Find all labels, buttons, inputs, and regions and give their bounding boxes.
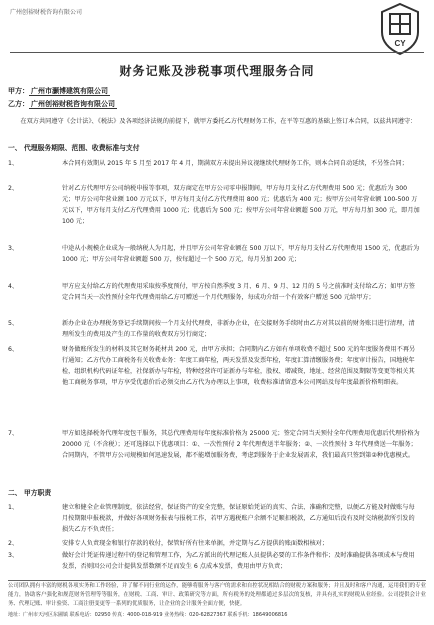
item-number: 4、 xyxy=(8,283,19,290)
company-logo-icon xyxy=(378,2,422,56)
item-number: 2、 xyxy=(8,185,19,192)
item-number: 1、 xyxy=(8,504,19,511)
item-number: 6、 xyxy=(8,346,19,353)
section-1-item xyxy=(8,158,420,169)
contract-intro: 在双方共同遵守《会计法》、《税法》及各项经济法规的前提下，就甲方委托乙方代理财务工作，在平等互惠的基础上签订本合同，以兹共同遵守： xyxy=(20,118,417,125)
section-2-title: 二、 甲方职责 xyxy=(8,489,52,497)
item-text: 中途从小规模企业成为一般纳税人为月起，并且甲方公司年营业额在 500 万以下，甲方每月支付乙方代理费用 1500 元，优惠后为 1000 元；甲方公司年营业额超 500 万，按每超过一个 500 万元，每月另加 200 元； xyxy=(62,245,420,263)
section-2-item xyxy=(8,502,420,535)
item-number: 1、 xyxy=(8,160,19,167)
item-text: 安排专人负责现金和银行存款的收付，保管好所有往来单据，并定期与乙方提供的账面数相核对； xyxy=(62,540,329,547)
item-text: 建立和健全企业管理制度，依法经营，保证资产的安全完整，保证原始凭证的真实、合法、准确和完整，以便乙方能及时做账与每月按期限申报税款，并做好各项财务报表与报税工作，若甲方遇税账户余额不足顺扣税款，乙方通知后没有及时交纳税款所引发的损失乙方不负责任； xyxy=(62,504,415,533)
footer-text: 公司团队拥有丰富的财税各项实务和工作经验，并了解不同行业的运作，能够将服务与客户的需求和自控状况相结合的财税方案和服务；并且及时和客户沟通，运用我们的专业能力，协助客户强化和规范财务管理等等服务，在财税、工商、审计、政策研究等方面，所有税务的处理都通过多层次的复核，并具有扎实的财税从业经验。公司提供会计业务、代理记账、审计验资、工商注册变更等一系列的优质服务，让企业的会计服务全面方便，快捷。 xyxy=(8,583,426,607)
item-text: 甲方应支付给乙方的代理费用采取按季度预付，甲方按自然季度 3 月、6 月、9 月、12 月的 5 号之前准时支付给乙方；如甲方签定合同当天一次性预付全年代理费用给乙方可赠送一个月代理服务，每成功介绍一个有效客户赠送 500 元给甲方； xyxy=(62,283,415,301)
item-number: 3、 xyxy=(8,245,19,252)
section-1-item xyxy=(8,183,420,227)
logo-text: CY xyxy=(394,39,406,48)
party-a-name: 广州市灏博建筑有限公司 xyxy=(31,87,108,95)
section-1-item xyxy=(8,281,420,303)
party-b-name: 广州创裕财税咨询有限公司 xyxy=(31,100,115,108)
item-text: 财务做账所发生的材料及其它财务耗材共 200 元，由甲方承担；合同期内乙方如有单项收费不超过 500 元的年度服务费用不再另行通知；乙方代办工商税务有关收费业务：年度工商年检，两天发票及发票年检，年度汇算清缴服务费；年度审计报告，国地税年检，组织机构代码证年检，社保新办与年检，特种经营许可证新办与年检，股权、增减资，地址、经营范围及期限等变更等相关其他工商税务事项，甲方享受优惠价后必须交由乙方代为办理以上事项，收费标准请留意本公司网站及每年度最新价格明细表。 xyxy=(62,346,416,386)
footer-divider xyxy=(8,580,426,581)
item-number: 5、 xyxy=(8,320,19,327)
footer-contact: 地址：广州市天河区东圃镇 联系电话：02950 传真：4000-018-919 业务热线：020-62827367 联系手机：18649006816 xyxy=(8,612,288,618)
party-a xyxy=(8,86,110,96)
section-1-item xyxy=(8,318,420,340)
section-1-item xyxy=(8,344,420,388)
section-1-item xyxy=(8,428,420,461)
section-2-item xyxy=(8,538,420,549)
item-text: 本合同有效期从 2015 年 5 月至 2017 年 4 月，期满双方未提出异议视继续代理财务工作，则本合同自动延续，不另签合同； xyxy=(62,160,408,167)
section-1-title: 一、 代理服务期限、范围、收费标准与支付 xyxy=(8,144,140,152)
item-text: 新办企业在办理税务登记手续期间按一个月支付代理费，非新办企业，在交接财务手续时由乙方对其以前的财务账目进行清理，清理所发生的费用及产生的工作量的收费双方另行商定； xyxy=(62,320,415,338)
item-text: 做好会计凭证传递过程中的登记和管理工作，为乙方派出的代理记账人员提供必要的工作条件和作；及时准确提供各项成本与费用发票，否则因公司会计提供发票数额不足而发生 6 点成本发票，费用由甲方负责； xyxy=(62,552,415,570)
party-b xyxy=(8,99,117,109)
section-1-item xyxy=(8,243,420,265)
header-company-name: 广州创裕财税咨询有限公司 xyxy=(10,9,83,16)
item-number: 2、 xyxy=(8,540,19,547)
party-b-label: 乙方： xyxy=(8,100,29,108)
item-number: 7、 xyxy=(8,430,19,437)
party-a-label: 甲方： xyxy=(8,87,29,95)
item-number: 3、 xyxy=(8,552,19,559)
item-text: 甲方如选择税务代理年度包干服务，其总代理费用每年度标准价格为 25000 元；签定合同当天预付全年代理费用优惠后代理价格为 20000 元（不含税）；还可选择以下优惠项目：①、一次性预付 2 年代理费送半年服务；②、一次性预付 3 年代理费送一年服务；合同期内，不管甲方公司规模如何迅速发展，都不能增加服务费，考虑到服务于企业发展需求，我们最高只签到第②种优惠模式。 xyxy=(62,430,420,459)
contract-title: 财务记账及涉税事项代理服务合同 xyxy=(119,64,315,78)
section-2-item xyxy=(8,550,420,572)
header-divider xyxy=(10,52,424,53)
item-text: 针对乙方代理甲方公司纳税申报等事项，双方商定在甲方公司零申报期间，甲方每月支付乙方代理费用 500 元；优惠后为 300 元；甲方公司年营业额 100 万元以下，甲方每月支付乙方代理费用 800 元；优惠后为 400 元；按甲方公司年营业额 100-500 万元以下，甲方每月支付乙方代理费用 1000 元；优惠后为 500 元；按甲方公司年营业额超 500 万元，甲方每月加 300 元，即月加 100 元； xyxy=(62,185,420,225)
